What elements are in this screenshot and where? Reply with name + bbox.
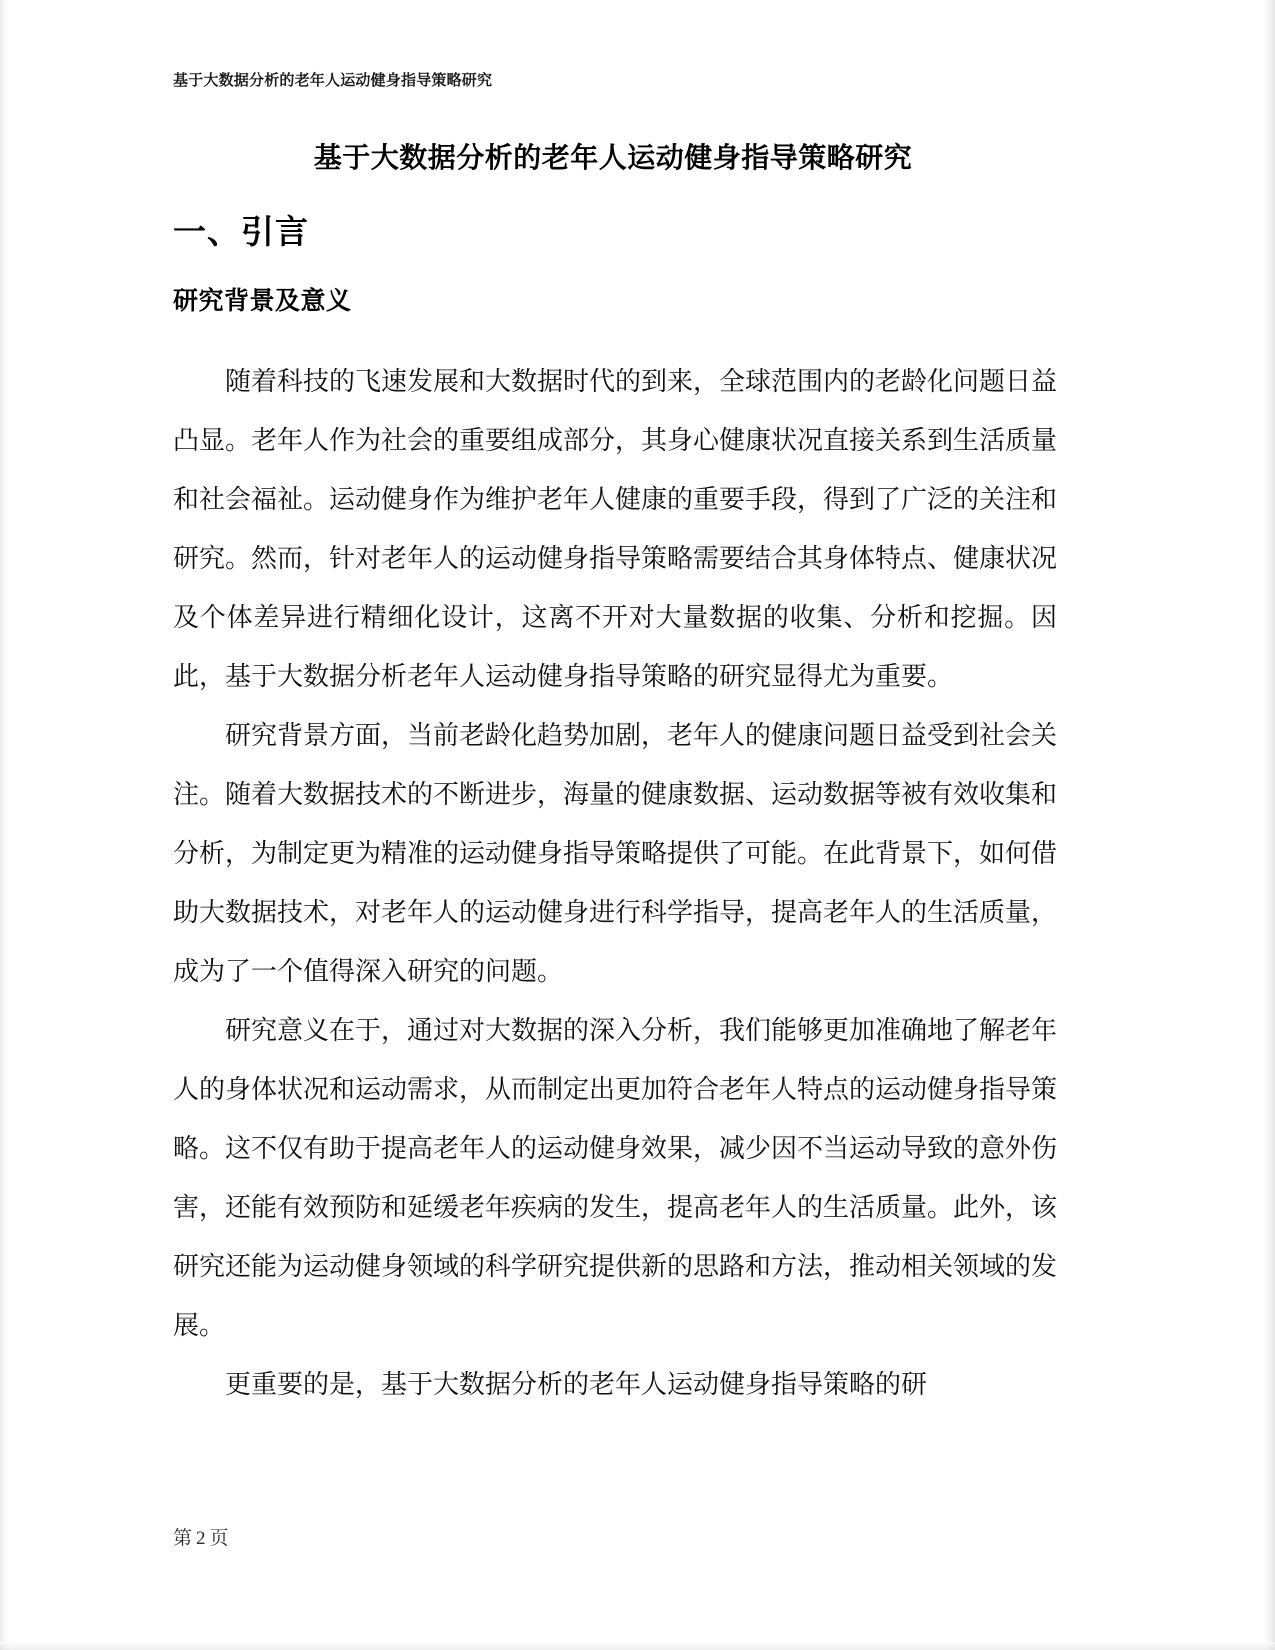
footer-suffix-label: 页 xyxy=(209,1528,229,1549)
body-text-block xyxy=(173,352,1057,1414)
page-edge-shading-bottom xyxy=(0,1642,1275,1650)
section-heading-introduction: 一、引言 xyxy=(173,215,309,251)
page-footer xyxy=(173,1528,229,1551)
body-paragraph: 随着科技的飞速发展和大数据时代的到来，全球范围内的老龄化问题日益凸显。老年人作为社会的重要组成部分，其身心健康状况直接关系到生活质量和社会福祉。运动健身作为维护老年人健康的重要手段，得到了广泛的关注和研究。然而，针对老年人的运动健身指导策略需要结合其身体特点、健康状况及个体差异进行精细化设计，这离不开对大量数据的收集、分析和挖掘。因此，基于大数据分析老年人运动健身指导策略的研究显得尤为重要。 xyxy=(173,367,1058,691)
document-title: 基于大数据分析的老年人运动健身指导策略研究 xyxy=(313,143,913,174)
footer-page-number: 2 xyxy=(196,1528,206,1549)
footer-prefix-label: 第 xyxy=(173,1528,193,1549)
subsection-heading-background-significance: 研究背景及意义 xyxy=(173,288,352,315)
body-paragraph: 研究背景方面，当前老龄化趋势加剧，老年人的健康问题日益受到社会关注。随着大数据技术的不断进步，海量的健康数据、运动数据等被有效收集和分析，为制定更为精准的运动健身指导策略提供了可能。在此背景下，如何借助大数据技术，对老年人的运动健身进行科学指导，提高老年人的生活质量，成为了一个值得深入研究的问题。 xyxy=(173,721,1058,986)
page-edge-shading-left xyxy=(0,0,10,1650)
page-edge-shading-right xyxy=(1263,0,1275,1650)
body-paragraph: 研究意义在于，通过对大数据的深入分析，我们能够更加准确地了解老年人的身体状况和运动需求，从而制定出更加符合老年人特点的运动健身指导策略。这不仅有助于提高老年人的运动健身效果，减少因不当运动导致的意外伤害，还能有效预防和延缓老年疾病的发生，提高老年人的生活质量。此外，该研究还能为运动健身领域的科学研究提供新的思路和方法，推动相关领域的发展。 xyxy=(173,1016,1058,1340)
body-paragraph: 更重要的是，基于大数据分析的老年人运动健身指导策略的研 xyxy=(225,1370,928,1399)
running-header: 基于大数据分析的老年人运动健身指导策略研究 xyxy=(173,73,493,89)
